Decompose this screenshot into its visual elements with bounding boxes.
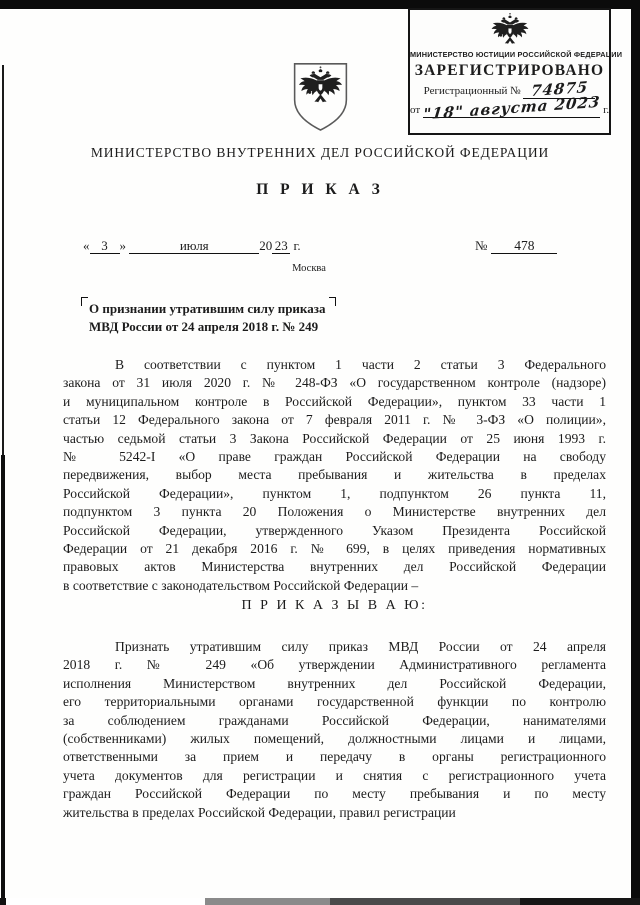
subject-line-1: О признании утратившим силу приказа — [89, 301, 326, 316]
place-label: Москва — [292, 263, 326, 274]
scan-border-bottom — [0, 898, 640, 905]
text-line: статьи 12 Федерального закона от 7 февраля 2011 г. № 3-ФЗ «О полиции», — [63, 412, 606, 428]
text-line: частью седьмой статьи 3 Закона Российской Федерации от 25 июня 1993 г. — [63, 430, 606, 446]
text-line: Российской Федерации», пунктом 1, подпунктом 26 пункта 11, — [63, 485, 606, 501]
text-line: передвижения, выбор места пребывания и жительства в пределах — [63, 467, 606, 483]
text-line: исполнения Министерством внутренних дел Российской Федерации, — [63, 675, 606, 691]
text-line: (собственниками) жилых помещений, должностными лицами и лицами, — [63, 731, 606, 747]
stamp-date-prefix: от — [410, 104, 421, 116]
text-line: учета документов для регистрации и снятия с регистрационного учета — [63, 767, 606, 783]
ministry-title: МИНИСТЕРСТВО ВНУТРЕННИХ ДЕЛ РОССИЙСКОЙ ФЕДЕРАЦИИ — [90, 145, 550, 160]
corner-mark-right — [329, 297, 336, 306]
text-line: его территориальными органами государственной функции по контролю — [63, 694, 606, 710]
text-line: 2018 г. № 249 «Об утверждении Административного регламента — [63, 657, 606, 673]
text-line: жительства в пределах Российской Федерации, правил регистрации — [63, 804, 456, 820]
order-heading: П Р И К А З — [256, 181, 384, 198]
order-number-block — [475, 238, 557, 254]
stamp-reg-label: Регистрационный № — [423, 85, 521, 97]
order-clause-paragraph — [63, 638, 606, 822]
open-quote: « — [83, 238, 90, 253]
preamble-paragraph — [63, 356, 606, 595]
text-line: Российской Федерации, утвержденного Указом Президента Российской — [63, 522, 606, 538]
justice-eagle-icon — [490, 13, 530, 49]
text-line: и муниципальном контроле в Российской Федерации», пунктом 33 части 1 — [63, 393, 606, 409]
text-line: ответственными за прием и передачу в органы регистрационного — [63, 749, 606, 765]
resolution-heading: П Р И К А З Ы В А Ю: — [241, 598, 428, 613]
text-line: закона от 31 июля 2020 г. № 248-ФЗ «О государственном контроле (надзоре) — [63, 375, 606, 391]
year-prefix: 20 — [259, 238, 273, 253]
corner-mark-left — [81, 297, 88, 306]
text-line: за соблюдением гражданами Российской Федерации, нанимателями — [63, 712, 606, 728]
stamp-date-suffix: г. — [603, 104, 610, 116]
text-line: № 5242-I «О праве граждан Российской Федерации на свободу — [63, 449, 606, 465]
order-number: 478 — [491, 238, 557, 254]
scan-border-left — [2, 65, 4, 455]
text-line: правовых актов Министерства внутренних дел Российской Федерации — [63, 559, 606, 575]
scan-border-right — [631, 0, 640, 898]
stamp-date-handwritten: "18" августа 2023 — [422, 92, 602, 124]
stamp-registered-label: ЗАРЕГИСТРИРОВАНО — [414, 62, 605, 79]
stamp-reg-number-handwritten: 74875 — [529, 77, 589, 101]
close-quote: » — [119, 238, 126, 253]
stamp-reg-date-row — [410, 92, 610, 124]
scan-border-left-lower — [1, 455, 5, 898]
year-suffix: г. — [293, 238, 301, 253]
mvd-emblem-icon — [289, 62, 352, 133]
registration-stamp — [408, 8, 623, 135]
date-year: 23 — [272, 238, 290, 254]
date-line — [83, 238, 301, 254]
subject-line-2: МВД России от 24 апреля 2018 г. № 249 — [89, 318, 319, 334]
text-line: Федерации от 21 декабря 2016 г. № 699, в целях приведения нормативных — [63, 541, 606, 557]
date-day: 3 — [90, 238, 120, 254]
text-line: граждан Российской Федерации по месту пребывания и по месту — [63, 786, 606, 802]
number-sign: № — [475, 238, 488, 253]
stamp-ministry-label: МИНИСТЕРСТВО ЮСТИЦИИ РОССИЙСКОЙ ФЕДЕРАЦИИ — [410, 50, 623, 59]
text-line: В соответствии с пунктом 1 части 2 статьи 3 Федерального — [115, 357, 606, 372]
order-subject — [89, 300, 325, 335]
date-month: июля — [129, 238, 259, 254]
text-line: подпунктом 3 пункта 20 Положения о Министерстве внутренних дел — [63, 504, 606, 520]
text-line: Признать утратившим силу приказ МВД России от 24 апреля — [115, 639, 606, 654]
text-line: в соответствие с законодательством Российской Федерации – — [63, 577, 419, 593]
